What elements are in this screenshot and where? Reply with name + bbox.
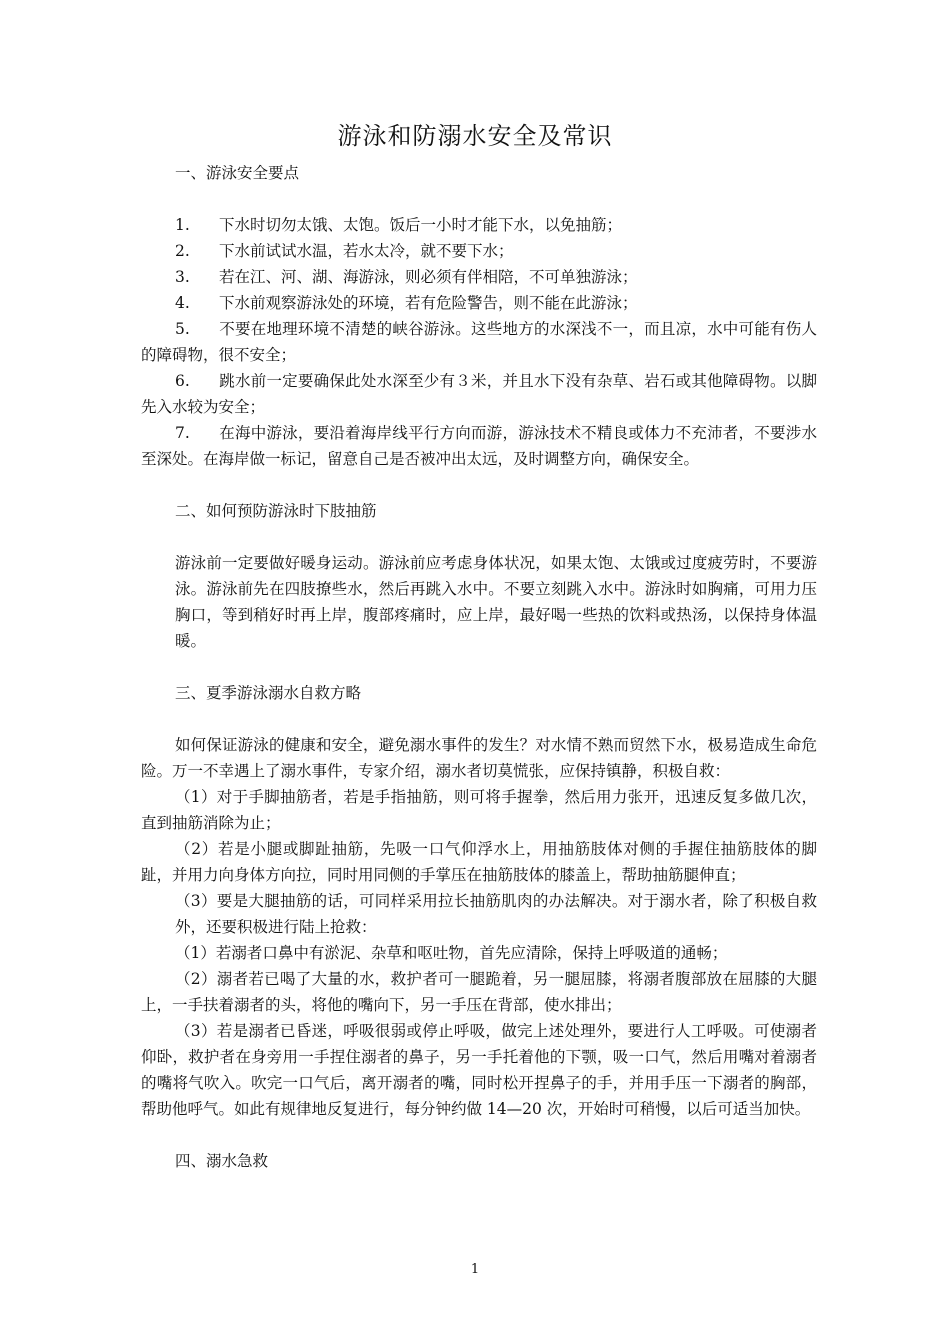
section-heading-1: 一、游泳安全要点 (175, 164, 300, 182)
paragraph: 如何保证游泳的健康和安全，避免溺水事件的发生？对水情不熟而贸然下水，极易造成生命危险。万一不幸遇上了溺水事件，专家介绍，溺水者切莫慌张，应保持镇静，积极自救： (141, 736, 817, 780)
list-item: 1. 下水时切勿太饿、太饱。饭后一小时才能下水，以免抽筋； (175, 216, 623, 234)
paragraph: 游泳前一定要做好暖身运动。游泳前应考虑身体状况，如果太饱、太饿或过度疲劳时，不要游泳。游泳前先在四肢撩些水，然后再跳入水中。不要立刻跳入水中。游泳时如胸痛，可用力压胸口，等到稍好时再上岸，腹部疼痛时，应上岸，最好喝一些热的饮料或热汤，以保持身体温暖。 (175, 554, 817, 650)
paragraph: （1）若溺者口鼻中有淤泥、杂草和呕吐物，首先应清除，保持上呼吸道的通畅； (175, 944, 728, 962)
document-body (141, 160, 817, 1174)
section-heading-3: 三、夏季游泳溺水自救方略 (175, 684, 362, 702)
paragraph: （2）溺者若已喝了大量的水，救护者可一腿跪着，另一腿屈膝，将溺者腹部放在屈膝的大腿上，一手扶着溺者的头，将他的嘴向下，另一手压在背部，使水排出； (141, 970, 817, 1014)
list-item: 3. 若在江、河、湖、海游泳，则必须有伴相陪，不可单独游泳； (175, 268, 638, 286)
list-item: 2. 下水前试试水温，若水太冷，就不要下水； (175, 242, 514, 260)
section-heading-4: 四、溺水急救 (175, 1152, 269, 1170)
paragraph: （2）若是小腿或脚趾抽筋，先吸一口气仰浮水上，用抽筋肢体对侧的手握住抽筋肢体的脚趾，并用力向身体方向拉，同时用同侧的手掌压在抽筋肢体的膝盖上，帮助抽筋腿伸直； (141, 840, 817, 884)
paragraph: （3）若是溺者已昏迷，呼吸很弱或停止呼吸，做完上述处理外，要进行人工呼吸。可使溺者仰卧，救护者在身旁用一手捏住溺者的鼻子，另一手托着他的下颚，吸一口气，然后用嘴对着溺者的嘴将气吹入。吹完一口气后，离开溺者的嘴，同时松开捏鼻子的手，并用手压一下溺者的胸部，帮助他呼气。如此有规律地反复进行，每分钟约做 14—20 次，开始时可稍慢，以后可适当加快。 (141, 1022, 817, 1118)
list-item: 6. 跳水前一定要确保此处水深至少有３米，并且水下没有杂草、岩石或其他障碍物。以脚先入水较为安全； (141, 372, 817, 416)
page-number: 1 (470, 1262, 480, 1277)
paragraph: （3）要是大腿抽筋的话，可同样采用拉长抽筋肌肉的办法解决。对于溺水者，除了积极自救外，还要积极进行陆上抢救： (175, 892, 817, 936)
list-item: 7. 在海中游泳，要沿着海岸线平行方向而游，游泳技术不精良或体力不充沛者，不要涉水至深处。在海岸做一标记，留意自己是否被冲出太远，及时调整方向，确保安全。 (141, 424, 817, 468)
paragraph: （1）对于手脚抽筋者，若是手指抽筋，则可将手握拳，然后用力张开，迅速反复多做几次，直到抽筋消除为止； (141, 788, 817, 832)
section-heading-2: 二、如何预防游泳时下肢抽筋 (175, 502, 377, 520)
list-item: 5. 不要在地理环境不清楚的峡谷游泳。这些地方的水深浅不一，而且凉，水中可能有伤人的障碍物，很不安全； (141, 320, 817, 364)
list-item: 4. 下水前观察游泳处的环境，若有危险警告，则不能在此游泳； (175, 294, 638, 312)
page-title: 游泳和防溺水安全及常识 (337, 122, 613, 150)
